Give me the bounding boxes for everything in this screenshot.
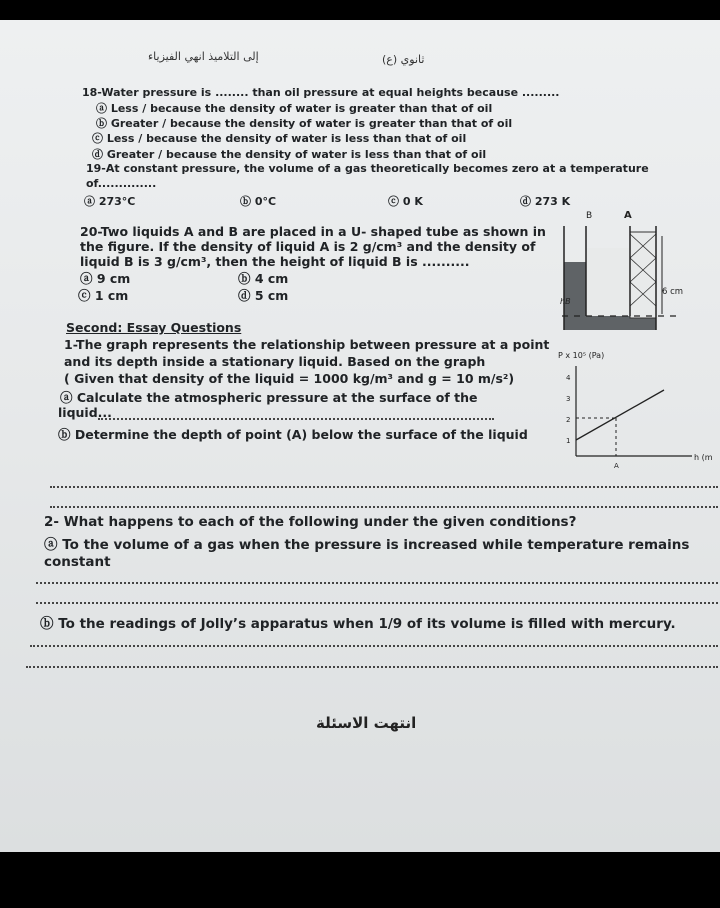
essay-q2-stem: 2- What happens to each of the following under the given conditions? (44, 514, 577, 530)
exam-paper (0, 20, 720, 852)
pressure-depth-graph (554, 346, 720, 470)
essay-q1-line2: and its depth inside a stationary liquid. Based on the graph (64, 354, 486, 369)
essay-q2-part-a: ⓐ To the volume of a gas when the pressure is increased while temperature remains (44, 537, 690, 553)
q18-option-d: ⓓ Greater / because the density of water is less than that of oil (92, 148, 487, 161)
u-tube-inner (586, 248, 630, 316)
graph-point-a-label: A (614, 462, 619, 470)
graph-line (576, 390, 664, 440)
q19-option-b: ⓑ 0°C (240, 195, 277, 208)
u-tube-label-hb: hB (560, 297, 571, 306)
q19-stem-cont: of.............. (86, 177, 157, 190)
essay-title: Second: Essay Questions (66, 320, 242, 335)
essay-q1-line3: ( Given that density of the liquid = 1000 kg/m³ and g = 10 m/s²) (64, 371, 515, 386)
q18-option-b: ⓑ Greater / because the density of water is greater than that of oil (96, 117, 513, 130)
q19-option-a: ⓐ 273°C (84, 195, 136, 208)
q20-line1: 20-Two liquids A and B are placed in a U- shaped tube as shown in (80, 224, 546, 239)
answer-line (26, 666, 718, 668)
header-arabic-left: إلى التلاميذ انهي الفيزياء (148, 50, 259, 63)
q20-option-c: ⓒ 1 cm (78, 288, 129, 303)
q20-line2: the figure. If the density of liquid A is 2 g/cm³ and the density of (80, 239, 536, 254)
q19-option-c: ⓒ 0 K (388, 195, 423, 208)
q18-stem: 18-Water pressure is ........ than oil pressure at equal heights because ......... (82, 86, 560, 99)
q18-option-a: ⓐ Less / because the density of water is greater than that of oil (96, 102, 493, 115)
essay-q1-part-b: ⓑ Determine the depth of point (A) below the surface of the liquid (58, 427, 528, 442)
answer-line (36, 602, 718, 604)
q18-option-c: ⓒ Less / because the density of water is less than that of oil (92, 132, 467, 145)
q19-option-d: ⓓ 273 K (520, 195, 571, 208)
answer-line (98, 418, 494, 420)
q20-option-b: ⓑ 4 cm (238, 271, 289, 286)
graph-tick-2: 2 (566, 416, 571, 424)
essay-q1-line1: 1-The graph represents the relationship between pressure at a point (64, 337, 550, 352)
u-tube-label-6cm: 6 cm (662, 287, 684, 297)
u-tube-label-b: B (586, 211, 593, 221)
u-tube-label-a: A (624, 210, 632, 221)
graph-tick-3: 3 (566, 395, 571, 403)
graph-xlabel: h (m (694, 453, 713, 462)
u-tube-figure (560, 206, 684, 332)
header-arabic-right: (ع) ثانوي (382, 53, 425, 66)
graph-tick-1: 1 (566, 437, 571, 445)
answer-line (30, 645, 718, 647)
answer-line (36, 582, 718, 584)
footer-arabic: انتهت الاسئلة (316, 714, 417, 732)
q20-option-a: ⓐ 9 cm (80, 271, 131, 286)
essay-q1-part-a-cont: liquid... (58, 405, 112, 420)
q20-line3: liquid B is 3 g/cm³, then the height of liquid B is .......... (80, 254, 470, 269)
answer-line (50, 506, 718, 508)
graph-ylabel: P x 10⁵ (Pa) (558, 351, 605, 360)
essay-q2-part-a-cont: constant (44, 554, 111, 570)
graph-tick-4: 4 (566, 374, 571, 382)
essay-q1-part-a: ⓐ Calculate the atmospheric pressure at the surface of the (60, 390, 478, 405)
liquid-a-column (630, 232, 656, 318)
q20-option-d: ⓓ 5 cm (238, 288, 289, 303)
essay-q2-part-b: ⓑ To the readings of Jolly’s apparatus when 1/9 of its volume is filled with mercury. (40, 616, 676, 632)
answer-line (50, 486, 718, 488)
q19-stem: 19-At constant pressure, the volume of a gas theoretically becomes zero at a temperature (86, 162, 649, 175)
